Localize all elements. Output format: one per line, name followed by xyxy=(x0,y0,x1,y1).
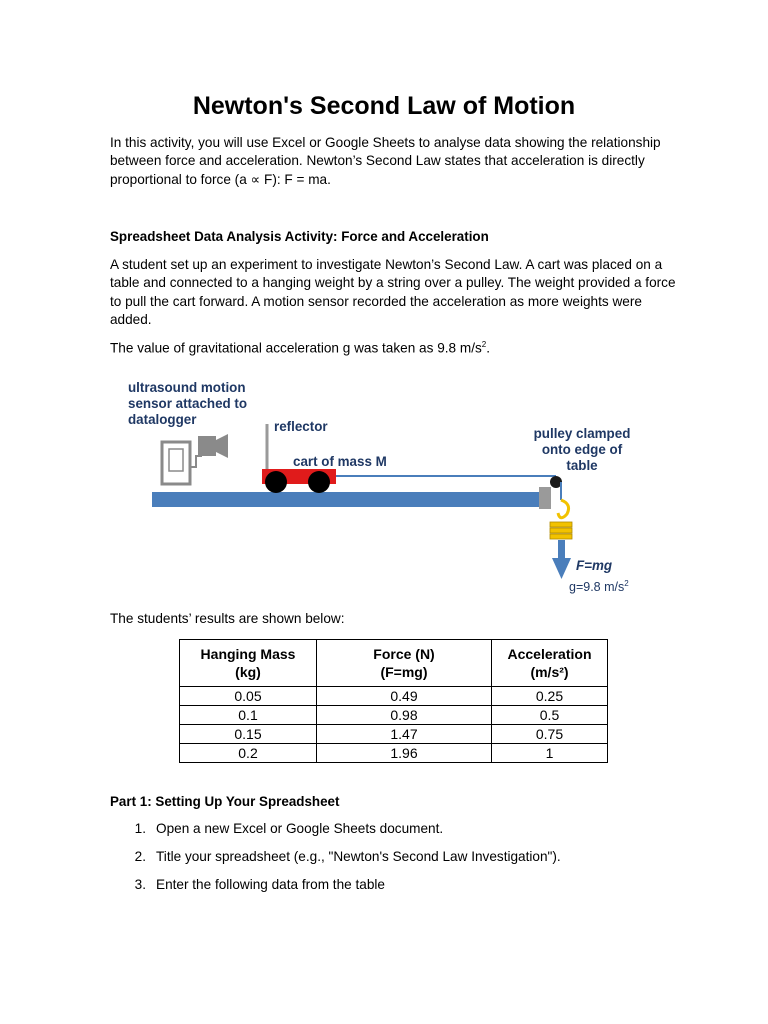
list-item xyxy=(110,818,561,846)
cart-icon xyxy=(262,469,336,493)
sensor-label-line1: ultrasound motion xyxy=(128,380,246,395)
datalogger-icon xyxy=(162,442,202,484)
pulley-label-line2: onto edge of xyxy=(541,442,623,457)
results-intro: The students’ results are shown below: xyxy=(110,611,345,626)
hanging-weight-icon xyxy=(550,500,572,539)
step-text: Title your spreadsheet (e.g., "Newton's Second Law Investigation"). xyxy=(156,849,561,864)
cell-mass: 0.15 xyxy=(180,725,317,744)
cart-label: cart of mass M xyxy=(293,454,387,469)
sensor-label-line2: sensor attached to xyxy=(128,396,248,411)
table-row xyxy=(180,744,608,763)
cell-mass: 0.2 xyxy=(180,744,317,763)
header-force-line2: (F=mg) xyxy=(380,664,428,680)
cell-force: 0.49 xyxy=(317,687,492,706)
pulley-icon xyxy=(539,476,562,509)
header-hanging-mass-line1: Hanging Mass xyxy=(200,646,296,662)
header-hanging-mass-line2: (kg) xyxy=(235,664,261,680)
table-row xyxy=(180,725,608,744)
page-title: Newton's Second Law of Motion xyxy=(192,92,576,120)
gravity-text: The value of gravitational acceleration g was taken as 9.8 m/s xyxy=(110,340,482,356)
header-force xyxy=(317,640,492,687)
cell-mass: 0.1 xyxy=(180,706,317,725)
table-surface xyxy=(152,492,546,507)
motion-sensor-icon xyxy=(198,434,228,458)
header-acceleration-line1: Acceleration xyxy=(507,646,592,662)
step-number: 1. xyxy=(134,821,146,836)
results-table xyxy=(179,639,608,763)
g-label-text: g=9.8 m/s xyxy=(569,580,625,594)
gravity-end: . xyxy=(486,340,490,356)
pulley-label-line1: pulley clamped xyxy=(533,426,631,441)
reflector-label: reflector xyxy=(274,419,328,434)
experiment-diagram xyxy=(120,372,650,597)
step-number: 3. xyxy=(134,877,146,892)
cell-acceleration: 1 xyxy=(492,744,608,763)
cell-force: 1.96 xyxy=(317,744,492,763)
step-text: Open a new Excel or Google Sheets document. xyxy=(156,821,444,836)
force-arrow-icon xyxy=(552,540,571,579)
part1-heading: Part 1: Setting Up Your Spreadsheet xyxy=(110,794,340,809)
table-row xyxy=(180,687,608,706)
header-acceleration xyxy=(492,640,608,687)
list-item xyxy=(110,874,561,902)
intro-paragraph: In this activity, you will use Excel or Google Sheets to analyse data showing the relationship between force and acceleration. Newton’s Second Law states that acceleration is directly proportional to force (a ∝ F): F = ma. xyxy=(110,135,661,187)
step-text: Enter the following data from the table xyxy=(156,877,385,892)
table-row xyxy=(180,706,608,725)
section-heading: Spreadsheet Data Analysis Activity: Force and Acceleration xyxy=(110,229,489,244)
cell-acceleration: 0.5 xyxy=(492,706,608,725)
pulley-label-line3: table xyxy=(566,458,598,473)
header-hanging-mass xyxy=(180,640,317,687)
header-force-line1: Force (N) xyxy=(373,646,435,662)
cell-force: 1.47 xyxy=(317,725,492,744)
cell-mass: 0.05 xyxy=(180,687,317,706)
table-header-row xyxy=(180,640,608,687)
cell-acceleration: 0.25 xyxy=(492,687,608,706)
list-item xyxy=(110,846,561,874)
gravity-superscript: 2 xyxy=(481,340,487,349)
header-acceleration-line2: (m/s²) xyxy=(530,664,569,680)
gravity-paragraph xyxy=(110,336,680,358)
cell-force: 0.98 xyxy=(317,706,492,725)
g-label xyxy=(569,579,629,594)
sensor-label-line3: datalogger xyxy=(128,412,197,427)
g-label-superscript: 2 xyxy=(624,579,629,588)
cell-acceleration: 0.75 xyxy=(492,725,608,744)
force-label: F=mg xyxy=(576,558,613,573)
experiment-paragraph: A student set up an experiment to investigate Newton’s Second Law. A cart was placed on a table and connected to a hanging weight by a string over a pulley. The weight provided a force to pull the cart forward. A motion sensor recorded the acceleration as more weights were added. xyxy=(110,257,676,328)
part1-steps-list xyxy=(110,818,561,902)
step-number: 2. xyxy=(134,849,146,864)
